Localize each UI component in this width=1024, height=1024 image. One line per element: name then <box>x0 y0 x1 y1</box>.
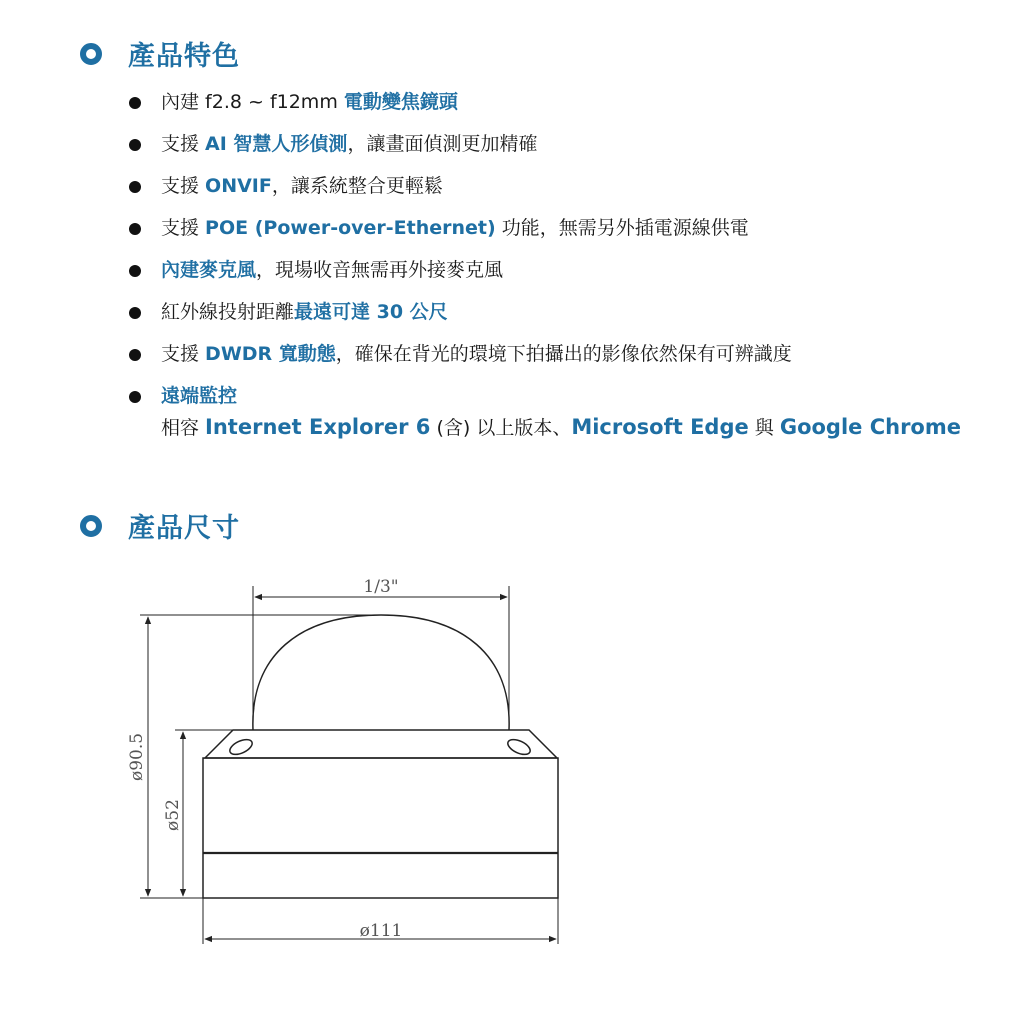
feature-text: 功能，無需另外插電源線供電 <box>495 217 749 239</box>
feature-item <box>125 90 1005 114</box>
feature-highlight: 電動變焦鏡頭 <box>343 91 458 113</box>
feature-text: ，讓畫面偵測更加精確 <box>347 133 538 155</box>
feature-item-remote <box>125 384 1005 440</box>
feature-highlight: ONVIF <box>205 175 272 197</box>
feature-text: 支援 <box>161 217 206 239</box>
size-section-header <box>80 506 240 545</box>
bullet-dot-icon <box>129 265 141 277</box>
bullet-dot-icon <box>129 181 141 193</box>
compat-prefix: 相容 <box>161 417 206 439</box>
feature-item <box>125 216 1005 240</box>
feature-item <box>125 300 1005 324</box>
feature-item <box>125 132 1005 156</box>
bullet-dot-icon <box>129 223 141 235</box>
feature-text: 內建 f2.8 ~ f12mm <box>161 91 344 113</box>
feature-item <box>125 174 1005 198</box>
lens-size-label: 1/3" <box>363 577 399 597</box>
compat-suffix: (含) 以上版本、 <box>430 417 572 439</box>
bullet-dot-icon <box>129 139 141 151</box>
base-body <box>203 758 558 898</box>
feature-text: 支援 <box>161 343 206 365</box>
bullet-dot-icon <box>129 97 141 109</box>
screw-slot-right <box>506 736 533 757</box>
feature-text: ，讓系統整合更輕鬆 <box>271 175 443 197</box>
bullet-dot-icon <box>129 307 141 319</box>
feature-text: ，確保在背光的環境下拍攝出的影像依然保有可辨識度 <box>335 343 792 365</box>
remote-title: 遠端監控 <box>161 385 238 407</box>
feature-highlight: AI 智慧人形偵測 <box>205 133 348 155</box>
browser-chrome: Google Chrome <box>779 415 961 439</box>
width-label: ø111 <box>359 921 403 941</box>
total-height-label: ø90.5 <box>127 732 147 782</box>
base-top-outline <box>205 730 557 758</box>
browser-edge: Microsoft Edge <box>571 415 749 439</box>
compat-and: 與 <box>748 417 780 439</box>
size-title: 產品尺寸 <box>128 513 240 544</box>
dimension-drawing <box>0 560 620 960</box>
base-height-label: ø52 <box>163 799 183 831</box>
feature-text: 支援 <box>161 133 206 155</box>
feature-text: 紅外線投射距離 <box>161 301 295 323</box>
feature-item <box>125 258 1005 282</box>
feature-highlight: POE (Power-over-Ethernet) <box>205 217 496 239</box>
screw-slot-left <box>228 736 255 757</box>
bullet-dot-icon <box>129 391 141 403</box>
feature-text: 支援 <box>161 175 206 197</box>
feature-highlight: DWDR 寬動態 <box>205 343 336 365</box>
features-section-header <box>80 34 240 73</box>
section-bullet-icon <box>80 43 102 65</box>
section-bullet-icon <box>80 515 102 537</box>
feature-highlight: 內建麥克風 <box>161 259 257 281</box>
feature-text: ，現場收音無需再外接麥克風 <box>256 259 504 281</box>
features-title: 產品特色 <box>128 41 240 72</box>
dome-outline <box>253 615 509 730</box>
browser-ie: Internet Explorer 6 <box>205 415 431 439</box>
feature-highlight: 最遠可達 30 公尺 <box>294 301 448 323</box>
bullet-dot-icon <box>129 349 141 361</box>
feature-list <box>125 90 1005 440</box>
feature-item <box>125 342 1005 366</box>
compat-line <box>161 415 1005 440</box>
